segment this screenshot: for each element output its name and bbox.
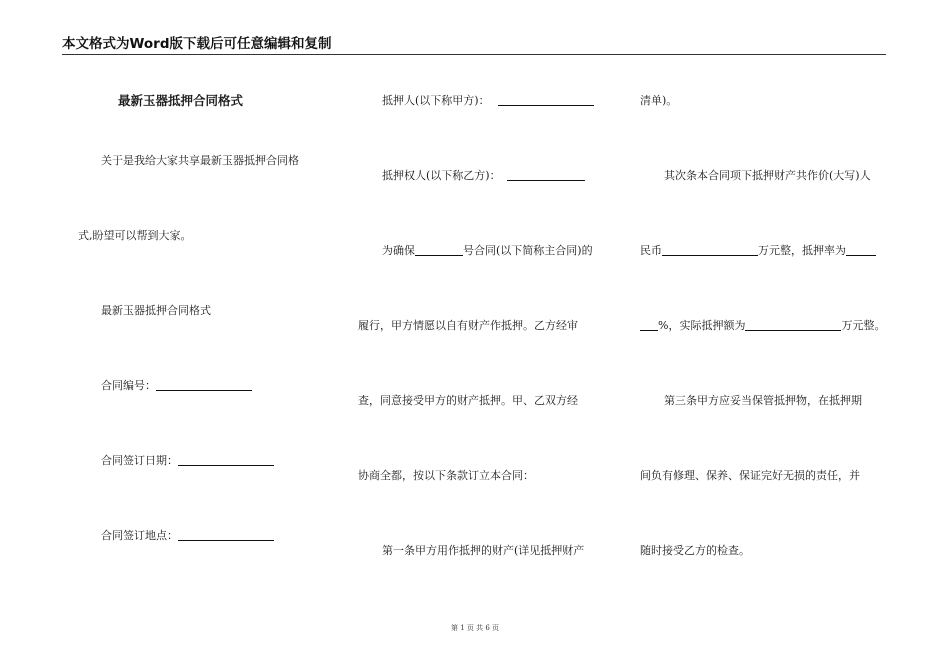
contract-number-row: [101, 379, 252, 393]
mortgagee-label: 抵押权人(以下称乙方)：: [382, 169, 501, 182]
col2-line-5: 查，同意接受甲方的财产抵押。甲、乙双方经: [358, 394, 578, 407]
col2-line-3-b: 号合同(以下简称主合同)的: [463, 244, 593, 257]
col2-line-7: 第一条甲方用作抵押的财产(详见抵押财产: [382, 544, 585, 557]
mortgagor-blank[interactable]: [498, 94, 594, 106]
intro-line-2: 式,盼望可以帮到大家。: [78, 229, 192, 242]
col3-line-6: 间负有修理、保养、保证完好无损的责任，并: [640, 469, 860, 482]
sign-date-label: 合同签订日期：: [101, 454, 178, 467]
col3-line-4: [640, 319, 885, 333]
value-blank[interactable]: [662, 244, 758, 256]
amount-blank[interactable]: [745, 319, 841, 331]
sign-date-blank[interactable]: [178, 454, 274, 466]
sign-place-row: [101, 529, 274, 543]
col2-line-3: [382, 244, 593, 258]
col3-line-3: [640, 244, 876, 258]
page-number: 第 1 页 共 6 页: [450, 624, 500, 632]
contract-number-label: 合同编号：: [101, 379, 156, 392]
col2-line-4: 履行，甲方情愿以自有财产作抵押。乙方经审: [358, 319, 578, 332]
contract-title: 最新玉器抵押合同格式: [118, 93, 244, 108]
rate-blank-2[interactable]: [640, 319, 658, 331]
document-header: 本文格式为Word版下载后可任意编辑和复制: [62, 36, 886, 55]
sign-place-label: 合同签订地点：: [101, 529, 178, 542]
col2-line-3-a: 为确保: [382, 244, 415, 257]
mortgagee-blank[interactable]: [507, 169, 585, 181]
sign-place-blank[interactable]: [178, 529, 274, 541]
col3-line-3-b: 万元整，抵押率为: [758, 244, 846, 257]
col3-line-2: 其次条本合同项下抵押财产共作价(大写)人: [664, 169, 871, 182]
section-subtitle: 最新玉器抵押合同格式: [101, 304, 211, 317]
col3-line-4-a: %，实际抵押额为: [658, 319, 746, 332]
col3-line-1: 清单)。: [640, 94, 678, 107]
col2-line-6: 协商全都，按以下条款订立本合同：: [358, 469, 534, 482]
mortgagor-label: 抵押人(以下称甲方)：: [382, 94, 490, 107]
mortgagor-row: [382, 94, 594, 108]
col3-line-7: 随时接受乙方的检查。: [640, 544, 750, 557]
intro-line-1: 关于是我给大家共享最新玉器抵押合同格: [101, 154, 299, 167]
col3-line-3-a: 民币: [640, 244, 662, 257]
mortgagee-row: [382, 169, 585, 183]
contract-number-blank[interactable]: [156, 379, 252, 391]
sign-date-row: [101, 454, 274, 468]
contract-ref-blank[interactable]: [415, 244, 463, 256]
col3-line-4-b: 万元整。: [841, 319, 886, 332]
rate-blank-1[interactable]: [846, 244, 876, 256]
col3-line-5: 第三条甲方应妥当保管抵押物，在抵押期: [664, 394, 862, 407]
